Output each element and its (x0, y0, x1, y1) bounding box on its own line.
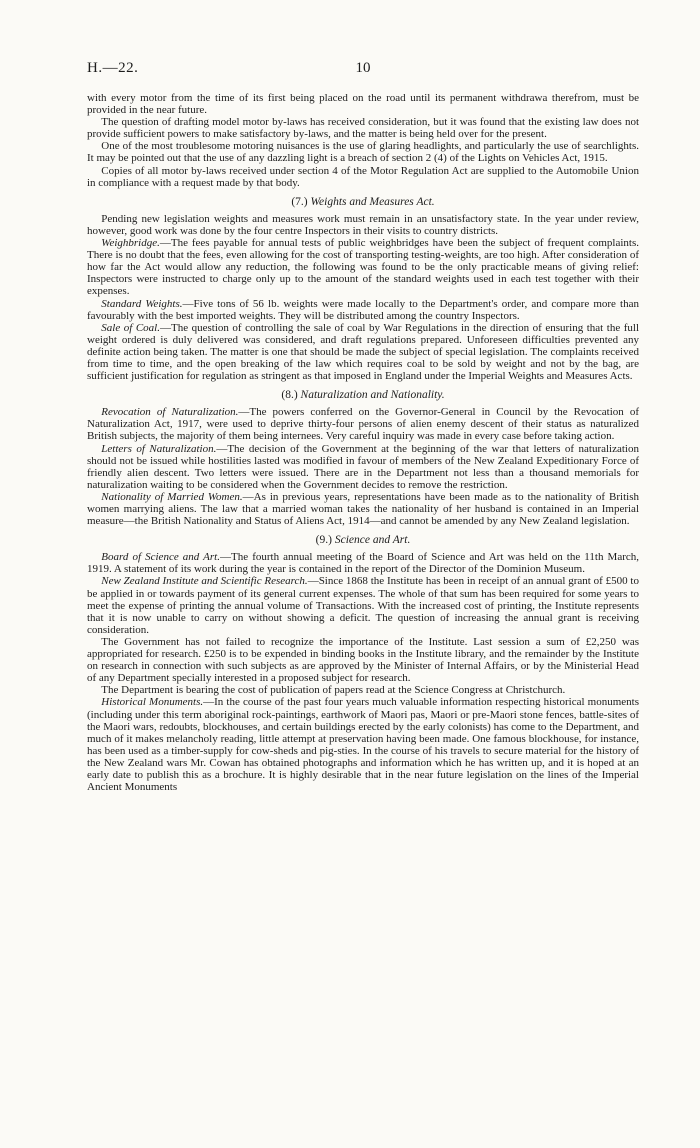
paragraph-text: —In the course of the past four years much valuable information respecting historical monuments (including under this term aboriginal rock-paintings, earthwork of Maori pas, Maori or pre-Maori stone fences, battle-sites of the Maori wars, redoubts, blockhouses, and certain buildings erected by the early colonists) has come to the Department, and much of it makes melancholy reading, little attempt at preservation having been made. One famous blockhouse, for instance, has been used as a timber-supply for cow-sheds and pig-sties. In the course of his travels to secure material for the history of the New Zealand wars Mr. Cowan has obtained photographs and information which he has written up, and it is hoped at an early date to publish this as a brochure. It is highly desirable that in the near future legislation on the lines of the Imperial Ancient Monuments (87, 696, 639, 794)
paragraph-text: —Five tons of 56 lb. weights were made locally to the Department's order, and compare more than favourably with the best imported weights. They will be distributed among the country Inspectors. (87, 297, 639, 322)
paragraph: Copies of all motor by-laws received under section 4 of the Motor Regulation Act are supplied to the Automobile Union in compliance with a request made by that body. (87, 164, 639, 189)
paragraph (87, 406, 639, 442)
paragraph-title: Sale of Coal. (101, 321, 160, 334)
page-number: 10 (355, 60, 371, 76)
paragraph-title: Weighbridge. (101, 237, 160, 250)
paragraph-title: Historical Monuments. (101, 696, 204, 709)
paragraph (87, 443, 639, 491)
paragraph (87, 551, 639, 575)
paragraph: Pending new legislation weights and measures work must remain in an unsatisfactory state. In the year under review, however, good work was done by the four centre Inspectors in their visits to country districts. (87, 212, 639, 237)
page-body (87, 92, 639, 793)
section-heading-weights-measures (87, 196, 639, 208)
section-number: (8.) (281, 389, 298, 402)
paragraph-text: —The fourth annual meeting of the Board of Science and Art was held on the 11th March, 1919. A statement of its work during the year is contained in the report of the Director of the Dominion Museum. (87, 551, 640, 576)
paragraph-title: Standard Weights. (101, 297, 183, 310)
section-number: (9.) (315, 534, 332, 547)
report-reference: H.—22. (87, 60, 139, 76)
paragraph (87, 575, 639, 635)
paragraph-text: The Government has not failed to recognize the importance of the Institute. Last session a sum of £2,250 was appropriated for research. £250 is to be expended in binding books in the Institute library, and the remainder by the Institute on research in connection with such subjects as are approved by the Minister of Internal Affairs, or by the Ministerial Head of any Department specially interested in a proposed subject for research. (87, 635, 639, 685)
paragraph: One of the most troublesome motoring nuisances is the use of glaring headlights, and particularly the use of searchlights. It may be pointed out that the use of any dazzling light is a breach of section 2 (4) of the Lights on Vehicles Act, 1915. (87, 140, 639, 165)
paragraph (87, 636, 639, 684)
paragraph (87, 298, 639, 322)
paragraph: The question of drafting model motor by-laws has received consideration, but it was found that the existing law does not provide sufficient powers to make satisfactory by-laws, and the matter is being held over for the present. (87, 116, 639, 141)
section-number: (7.) (291, 195, 308, 208)
paragraph-text: —The question of controlling the sale of coal by War Regulations in the direction of ensuring that the full weight ordered is duly delivered was considered, and draft regulations prepared. Unforeseen difficulties prevented any definite action being taken. The matter is one that should be made the subject of special legislation. The complaints received from time to time, and the open breaking of the law which requires coal to be sold by weight and not by the bag, are sufficient justification for regulation as stringent as that imposed in England under the Imperial Weights and Measures Acts. (87, 321, 639, 383)
paragraph (87, 684, 639, 696)
paragraph-text: The Department is bearing the cost of publication of papers read at the Science Congress at Christchurch. (101, 684, 566, 697)
paragraph-title: Revocation of Naturalization. (101, 406, 239, 419)
paragraph-title: Board of Science and Art. (101, 551, 220, 564)
paragraph-text: —The fees payable for annual tests of public weighbridges have been the subject of frequent complaints. There is no doubt that the fees, even allowing for the cost of transporting testing-weights, are too high. After consideration of how far the Act would allow any reduction, the following was found to be the only practicable means of giving relief: Inspectors were instructed to charge only up to the amount of the standard weights used in each test together with their expenses. (87, 237, 639, 298)
paragraph (87, 491, 639, 527)
paragraph-title: Nationality of Married Women. (101, 490, 243, 503)
paragraph-text: —Since 1868 the Institute has been in receipt of an annual grant of £500 to be applied in or towards payment of its general current expenses. The whole of that sum has been required for some years to meet the expense of printing the annual volume of Transactions. With the increased cost of printing, the Institute represents that it is now unable to carry on without showing a deficit. The question of increasing the annual grant is receiving consideration. (87, 575, 639, 636)
paragraph: with every motor from the time of its first being placed on the road until its permanent withdrawa therefrom, must be provided in the near future. (87, 92, 639, 117)
paragraph (87, 237, 639, 297)
paragraph-text: —The decision of the Government at the beginning of the war that letters of naturalization should not be issued while hostilities lasted was modified in favour of members of the New Zealand Expeditionary Force of friendly alien descent. Two letters were issued. There are in the Department not less than a thousand memorials for naturalization waiting to be considered when the Government decides to remove the restriction. (87, 442, 639, 491)
section-title: Science and Art. (334, 534, 411, 547)
section-heading-naturalization (87, 389, 639, 401)
paragraph-text: —The powers conferred on the Governor-General in Council by the Revocation of Naturalization Act, 1917, were used to deprive thirty-four persons of alien enemy descent of their status as naturalized British subjects, the majority of them being internees. Very careful inquiry was made in every case before taking action. (87, 406, 640, 443)
paragraph-title: Letters of Naturalization. (101, 442, 217, 455)
paragraph (87, 696, 639, 793)
section-title: Weights and Measures Act. (310, 195, 435, 208)
running-header (87, 60, 639, 80)
paragraph-title: New Zealand Institute and Scientific Research. (101, 575, 308, 588)
paragraph-text: —As in previous years, representations have been made as to the nationality of British women marrying aliens. The law that a married woman takes the nationality of her husband is contained in an Imperial measure—the British Nationality and Status of Aliens Act, 1914—and cannot be amended by any New Zealand legislation. (87, 490, 640, 528)
paragraph (87, 322, 639, 382)
section-title: Naturalization and Nationality. (300, 389, 445, 402)
section-heading-science-art (87, 534, 639, 546)
